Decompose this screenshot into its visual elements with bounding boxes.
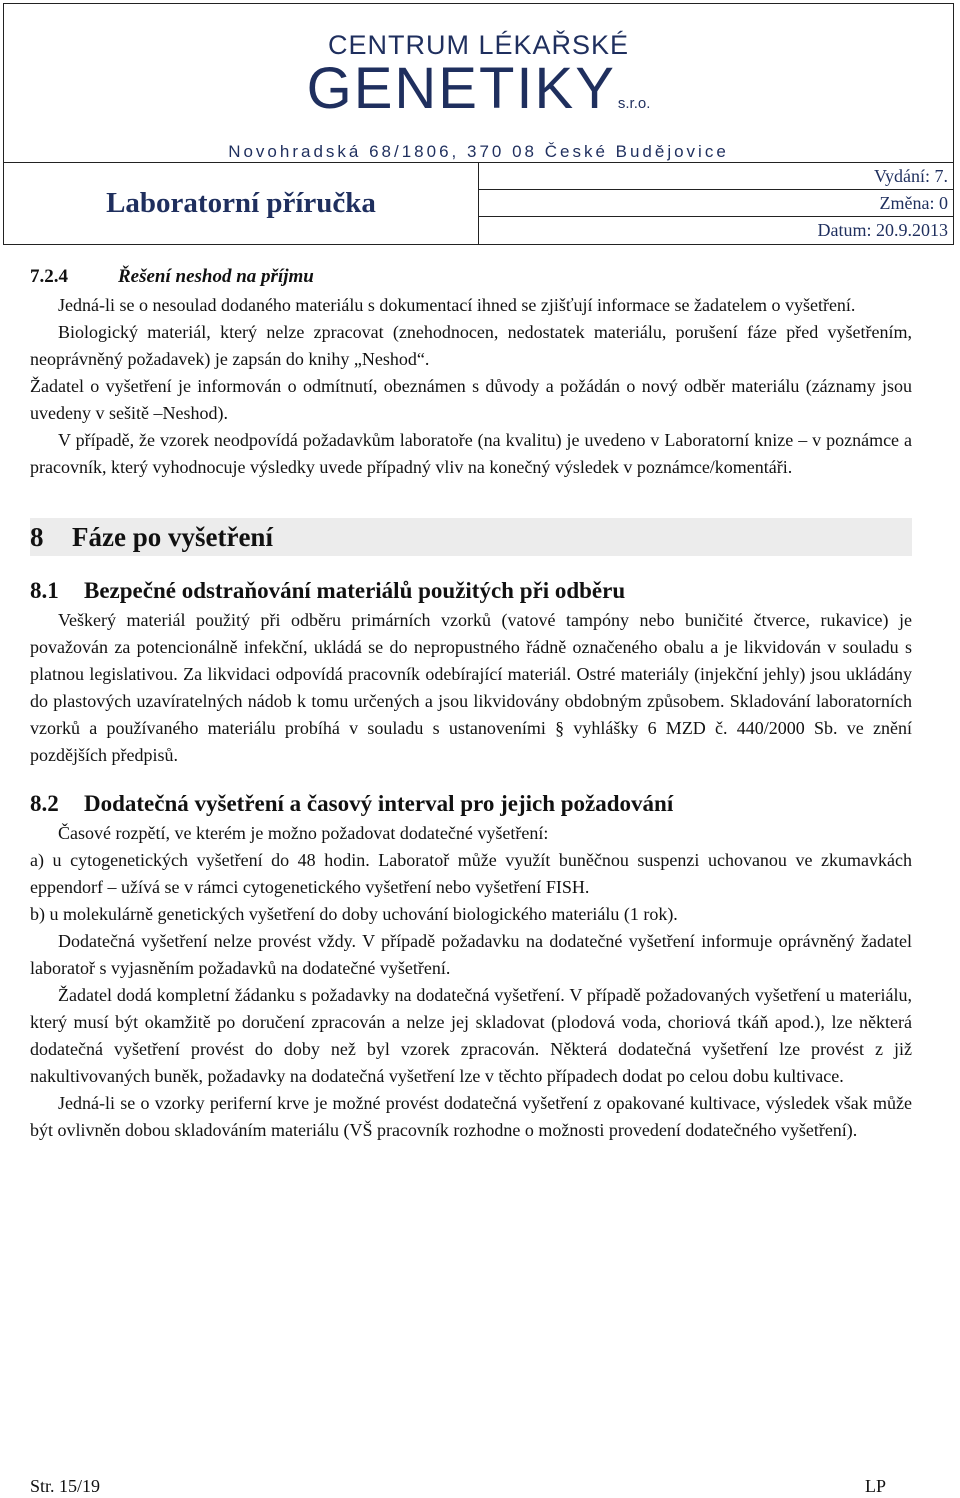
page-number: Str. 15/19 — [30, 1476, 101, 1496]
document-title: Laboratorní příručka — [4, 163, 479, 245]
list-item: a) u cytogenetických vyšetření do 48 hodin. Laboratoř může využít buněčnou suspenzi uchovanou ve zkumavkách eppendorf – užívá se v rámci cytogenetického vyšetření nebo vyšetření FISH. — [30, 850, 912, 897]
paragraph: Dodatečná vyšetření nelze provést vždy. V případě požadavku na dodatečné vyšetření informuje oprávněný žadatel laboratoř s vyjasněním požadavků na dodatečné vyšetření. — [30, 931, 912, 978]
page-footer — [30, 1474, 886, 1498]
document-body — [30, 262, 912, 1144]
logo-line2: GENETIKY — [306, 56, 616, 121]
paragraph: Žadatel o vyšetření je informován o odmítnutí, obeznámen s důvody a požádán o nový odběr materiálu (záznamy jsou uvedeny v sešitě –Neshod). — [30, 376, 912, 423]
logo-line1: CENTRUM LÉKAŘSKÉ — [327, 30, 630, 60]
section-82-heading — [30, 788, 912, 820]
author-initials: LP — [864, 1476, 886, 1496]
meta-datum: Datum: 20.9.2013 — [817, 220, 948, 240]
logo-sro: s.r.o. — [617, 95, 651, 112]
paragraph: Jedná-li se o vzorky periferní krve je možné provést dodatečná vyšetření z opakované kultivace, výsledek však může být ovlivněn dobou skladováním materiálu (VŠ pracovník rozhodne o možnosti provedení dodatečného vyšetření). — [30, 1093, 912, 1140]
logo-address: Novohradská 68/1806, 370 08 České Budějovice — [228, 142, 729, 161]
paragraph: V případě, že vzorek neodpovídá požadavkům laboratoře (na kvalitu) je uvedeno v Laboratorní knize – v poznámce a pracovník, který vyhodnocuje výsledky uvede případný vliv na konečný výsledek v poznámce/komentáři. — [30, 430, 912, 477]
paragraph: Veškerý materiál použitý při odběru primárních vzorků (vatové tampóny nebo buničité čtverce, rukavice) je považován za potencionálně infekční, ukládá se do nepropustného řádně označeného obalu a je likvidován v souladu s platnou legislativou. Za likvidaci odpovídá pracovník odebírající materiál. Ostré materiály (injekční jehly) jsou ukládány do plastových uzavíratelných nádob k tomu určených a jsou likvidovány obdobným způsobem. Skladování laboratorních vzorků a používaného materiálu probíhá v souladu s ustanoveními § vyhlášky 6 MZD č. 440/2000 Sb. ve znění pozdějších předpisů. — [30, 610, 912, 765]
paragraph: Časové rozpětí, ve kterém je možno požadovat dodatečné vyšetření: — [58, 823, 549, 843]
document-meta — [479, 163, 954, 245]
list-item: b) u molekulárně genetických vyšetření do doby uchování biologického materiálu (1 rok). — [30, 904, 678, 924]
section-82-number: 8.2 — [30, 791, 59, 816]
logo-area — [4, 4, 954, 163]
meta-zmena: Změna: 0 — [479, 190, 953, 217]
section-82-title: Dodatečná vyšetření a časový interval pro jejich požadování — [84, 791, 674, 816]
section-724-heading — [30, 262, 912, 292]
document-header — [3, 3, 954, 245]
section-724-number: 7.2.4 — [30, 266, 68, 287]
logo-wordmark — [4, 57, 953, 136]
section-81-heading — [30, 575, 912, 607]
section-81-title: Bezpečné odstraňování materiálů použitých při odběru — [84, 578, 626, 603]
meta-vydani: Vydání: 7. — [479, 163, 953, 190]
section-724-title: Řešení neshod na příjmu — [118, 266, 314, 287]
section-81-number: 8.1 — [30, 578, 59, 603]
paragraph: Biologický materiál, který nelze zpracovat (znehodnocen, nedostatek materiálu, porušení fáze před vyšetřením, neoprávněný požadavek) je zapsán do knihy „Neshod“. — [30, 322, 912, 369]
section-8-heading — [30, 518, 912, 556]
section-8-title: Fáze po vyšetření — [72, 522, 273, 552]
paragraph: Žadatel dodá kompletní žádanku s požadavky na dodatečná vyšetření. V případě požadovaných vyšetření u materiálu, který musí být okamžitě po doručení zpracován a nelze jej skladovat (plodová voda, choriová tkáň apod.), lze některá dodatečná vyšetření provést do doby než byl vzorek zpracován. Některá dodatečná vyšetření lze provést z již nakultivovaných buněk, požadavky na dodatečná vyšetření lze v těchto případech dodat po celou dobu kultivace. — [30, 985, 912, 1086]
paragraph: Jedná-li se o nesoulad dodaného materiálu s dokumentací ihned se zjišťují informace se žadatelem o vyšetření. — [58, 295, 856, 315]
section-8-number: 8 — [30, 522, 44, 552]
